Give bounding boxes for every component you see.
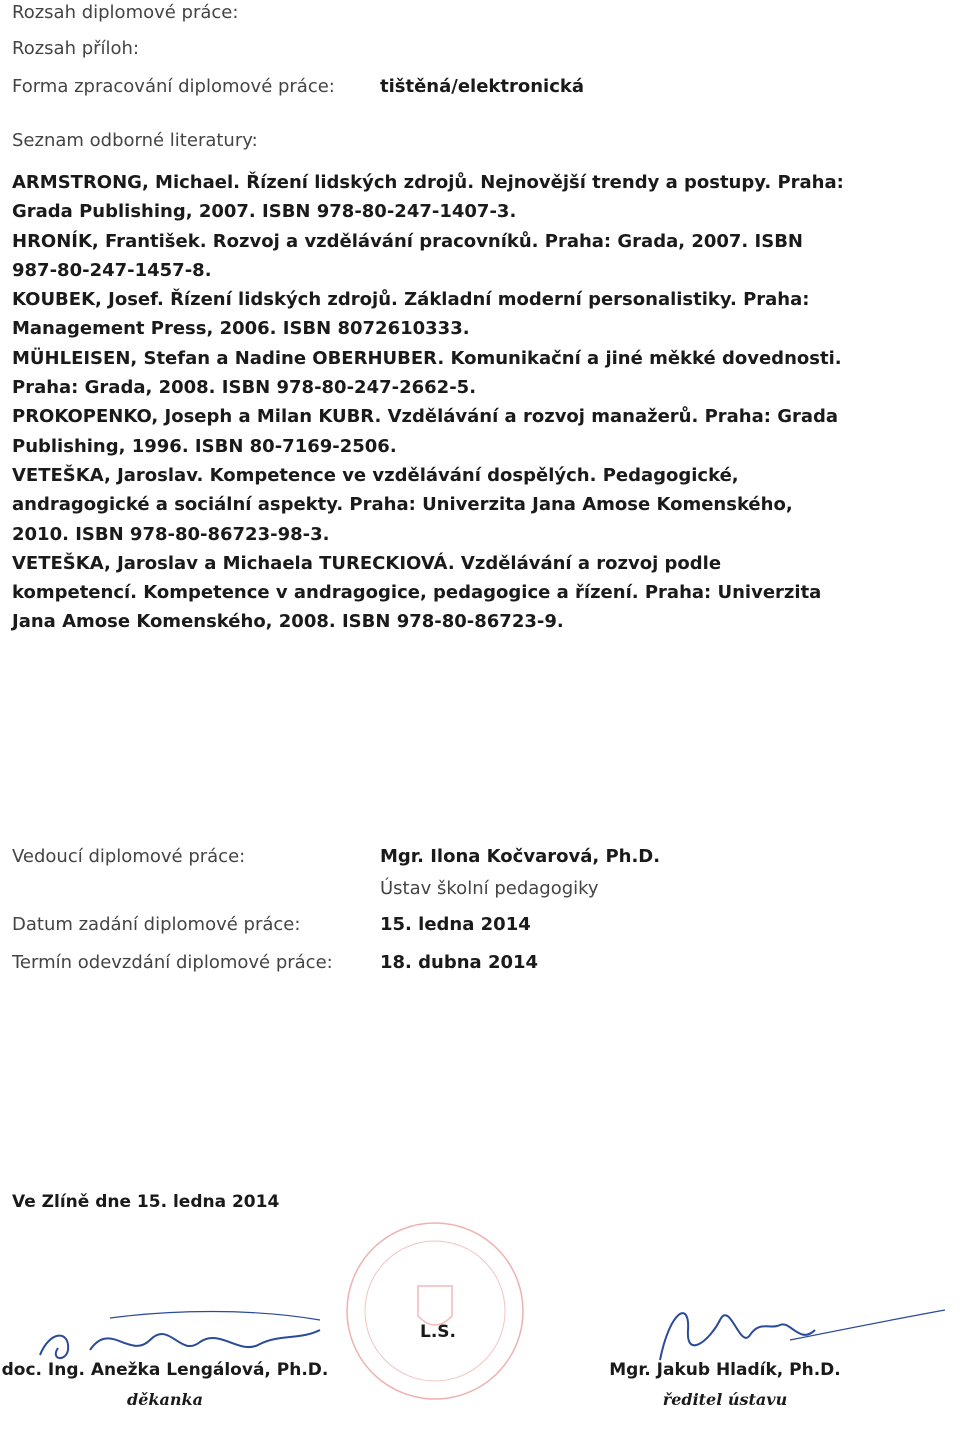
literature-entry: PROKOPENKO, Joseph a Milan KUBR. Vzdělávání a rozvoj manažerů. Praha: Grada Publishing, 1996. ISBN 80-7169-2506. — [12, 406, 839, 457]
literature-entry: ARMSTRONG, Michael. Řízení lidských zdrojů. Nejnovější trendy a postupy. Praha: Grada Publishing, 2007. ISBN 978-80-247-1407-3. — [12, 172, 844, 223]
left-signatory — [0, 1360, 330, 1409]
right-signatory — [590, 1360, 860, 1409]
right-signatory-role: ředitel ústavu — [662, 1390, 788, 1409]
supervisor-row — [12, 846, 661, 867]
supervisor-name: Mgr. Ilona Kočvarová, Ph.D. — [380, 846, 661, 867]
left-signatory-role: děkanka — [127, 1390, 203, 1409]
deadline-value: 18. dubna 2014 — [380, 952, 539, 973]
form-label: Forma zpracování diplomové práce: — [12, 76, 335, 97]
literature-heading: Seznam odborné literatury: — [12, 130, 258, 151]
thesis-scope-label: Rozsah diplomové práce: — [12, 2, 239, 23]
place-date: Ve Zlíně dne 15. ledna 2014 — [12, 1192, 280, 1212]
literature-list — [12, 168, 852, 637]
assigned-value: 15. ledna 2014 — [380, 914, 531, 935]
right-signatory-name: Mgr. Jakub Hladík, Ph.D. — [609, 1360, 841, 1380]
deadline-label: Termín odevzdání diplomové práce: — [12, 952, 333, 973]
literature-entry: KOUBEK, Josef. Řízení lidských zdrojů. Základní moderní personalistiky. Praha: Management Press, 2006. ISBN 8072610333. — [12, 289, 810, 340]
literature-entry: HRONÍK, František. Rozvoj a vzdělávání pracovníků. Praha: Grada, 2007. ISBN 987-80-247-1457-8. — [12, 230, 803, 281]
stamp-text: L.S. — [420, 1322, 456, 1342]
deadline-row — [12, 952, 539, 973]
literature-entry: VETEŠKA, Jaroslav a Michaela TURECKIOVÁ. Vzdělávání a rozvoj podle kompetencí. Kompetence v andragogice, pedagogice a řízení. Praha: Univerzita Jana Amose Komenského, 2008. ISBN 978-80-86723-9. — [12, 552, 822, 633]
supervisor-dept: Ústav školní pedagogiky — [380, 878, 599, 899]
appendix-scope-label: Rozsah příloh: — [12, 38, 140, 59]
form-row — [12, 76, 585, 97]
assigned-row — [12, 914, 531, 935]
left-signatory-name: doc. Ing. Anežka Lengálová, Ph.D. — [1, 1360, 329, 1380]
assigned-label: Datum zadání diplomové práce: — [12, 914, 301, 935]
official-stamp-icon — [340, 1216, 530, 1406]
literature-entry: MÜHLEISEN, Stefan a Nadine OBERHUBER. Komunikační a jiné měkké dovednosti. Praha: Grada, 2008. ISBN 978-80-247-2662-5. — [12, 347, 842, 399]
literature-entry: VETEŠKA, Jaroslav. Kompetence ve vzdělávání dospělých. Pedagogické, andragogické a sociální aspekty. Praha: Univerzita Jana Amose Komenského, 2010. ISBN 978-80-86723-98-3. — [12, 464, 793, 545]
form-value: tištěná/elektronická — [380, 76, 585, 97]
supervisor-label: Vedoucí diplomové práce: — [12, 846, 246, 867]
signature-right-icon — [640, 1290, 950, 1370]
